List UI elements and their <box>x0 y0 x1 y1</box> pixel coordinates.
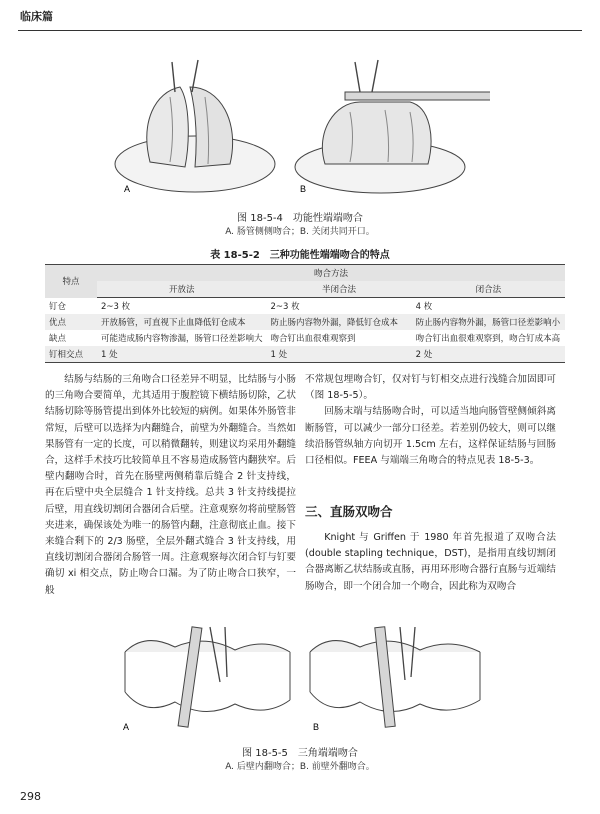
table-row <box>45 346 565 363</box>
fig5a-stapler <box>178 627 202 727</box>
table-title: 表 18-5-2 三种功能性端端吻合的特点 <box>210 250 390 261</box>
table-cell: 4 枚 <box>415 302 433 312</box>
fig4b-stapler <box>345 92 490 100</box>
table-cell: 2~3 枚 <box>270 302 300 312</box>
figure-18-5-5-subcaption: A. 后壁内翻吻合；B. 前壁外翻吻合。 <box>225 762 375 772</box>
section-label: 临床篇 <box>20 10 53 23</box>
row-feature: 缺点 <box>49 334 67 344</box>
fig5b-bowel-bottom <box>310 692 480 712</box>
figure-18-5-4-subcaption: A. 肠管侧侧吻合；B. 关闭共同开口。 <box>225 227 375 237</box>
fig4a-bowel-right <box>190 87 233 167</box>
fig4a-instrument <box>172 62 175 92</box>
table-cell: 防止肠内容物外漏，降低钉仓成本 <box>266 314 411 330</box>
column-header: 闭合法 <box>412 281 565 298</box>
page-number: 298 <box>20 790 41 803</box>
right-column-top <box>305 372 556 469</box>
table-cell: 吻合钉出血很难观察到，吻合钉成本高 <box>415 334 561 344</box>
table-cell: 可能造成肠内容物渗漏，肠管口径差影响大 <box>100 334 263 344</box>
fig5b-bowel-top <box>310 641 480 652</box>
figure-18-5-5-illustration <box>115 622 485 734</box>
header-rule <box>18 30 582 31</box>
paragraph: Knight 与 Griffen 于 1980 年首先报道了双吻合法(double stapling technique，DST)，是指用直线切割闭合器离断乙状结肠或直肠，再用环形吻合器行直肠与近端结肠吻合，即一个闭合加一个吻合，因此称为双吻合 <box>305 532 556 592</box>
header-group: 吻合方法 <box>97 265 565 282</box>
header-feature: 特点 <box>45 265 97 298</box>
fig4b-bowel <box>322 102 431 164</box>
row-feature: 钉仓 <box>49 301 67 312</box>
fig4-label-a: A <box>124 184 131 194</box>
fig4a-bowel-left <box>147 87 188 167</box>
figure-18-5-4-caption: 图 18-5-4 功能性端端吻合 <box>237 213 363 224</box>
paragraph: 结肠与结肠的三角吻合口径差异不明显，比结肠与小肠的三角吻合要简单，尤其适用于腹腔镜下横结肠切除，乙状结肠切除等肠管提出到体外比较短的病例。如果体外肠管非常短，后壁可以选择为内翻缝合，前壁为外翻缝合。当然如果肠管有一定的长度，可以稍微翻转，则建议均采用外翻缝合，这样手术技巧比较简单且不容易造成肠管内翻狭窄。后壁内翻吻合时，首先在肠壁两侧稍靠后缝合 2 针支持线，再在后壁中央全层缝合 1 针支持线。总共 3 针支持线提拉后壁，用直线切割闭合器闭合后壁。注意观察勿将前壁肠管夹进来，确保该处为唯一的肠管内翻，注意彻底止血。接下来缝合剩下的 2/3 肠壁，全层外翻式缝合 3 针支持线，用直线切割闭合器闭合肠管一周。注意观察每次闭合钉与钉要确切 xi 相交点，防止吻合口漏。为了防止吻合口狭窄，一般 <box>45 374 296 596</box>
left-column <box>45 372 296 599</box>
column-header: 开放法 <box>97 281 267 298</box>
table-row <box>45 314 565 330</box>
row-feature: 优点 <box>45 314 97 330</box>
table-cell: 2~3 枚 <box>100 302 131 312</box>
row-feature: 钉相交点 <box>45 346 97 363</box>
fig4-label-b: B <box>300 184 307 194</box>
paragraph: 不常规包埋吻合钉，仅对钉与钉相交点进行浅缝合加固即可（图 18-5-5）。 <box>305 374 556 402</box>
table-row <box>45 330 565 346</box>
table-row <box>45 298 565 315</box>
right-column-bottom <box>305 530 556 595</box>
table-cell: 防止肠内容物外漏，肠管口径差影响小 <box>412 314 565 330</box>
column-header: 半闭合法 <box>266 281 411 298</box>
figure-18-5-4-illustration <box>110 52 490 202</box>
paragraph: 回肠末端与结肠吻合时，可以适当地向肠管壁侧倾斜离断肠管，可以减少一部分口径差。若差别仍较大，则可以继续沿肠管纵轴方向切开 1.5cm 左右，这样保证结肠与回肠口径相似。FEEA 与端端三角吻合的特点见表 18-5-3。 <box>305 406 556 467</box>
table-cell: 2 处 <box>412 346 565 363</box>
comparison-table <box>45 264 565 363</box>
table-cell: 吻合钉出血很难观察到 <box>270 334 356 344</box>
section-title: 三、直肠双吻合 <box>305 504 393 519</box>
fig5a-bowel-top <box>125 641 290 652</box>
fig5-label-a: A <box>123 722 130 732</box>
page-header <box>0 0 600 40</box>
table-cell: 1 处 <box>97 346 267 363</box>
table-cell: 1 处 <box>266 346 411 363</box>
table-cell: 开放肠管，可直视下止血降低钉仓成本 <box>97 314 267 330</box>
fig5a-bowel-bottom <box>125 692 290 712</box>
figure-18-5-5-caption: 图 18-5-5 三角端端吻合 <box>242 748 358 759</box>
fig5-label-b: B <box>313 722 320 732</box>
